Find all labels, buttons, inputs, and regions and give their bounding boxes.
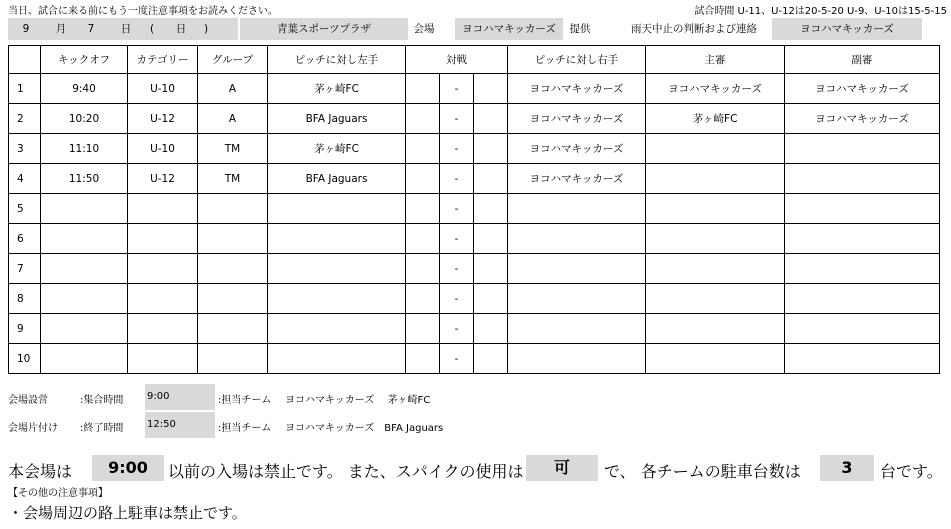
right-team <box>508 284 646 314</box>
vs-dash: - <box>440 224 474 254</box>
category: U-10 <box>128 134 198 164</box>
vs-dash: - <box>440 194 474 224</box>
table-header-row <box>9 46 940 74</box>
cleanup-time: 12:50 <box>145 412 215 438</box>
kickoff-time: 9:40 <box>41 74 128 104</box>
right-team <box>508 254 646 284</box>
score-left <box>406 164 440 194</box>
kickoff-time: 11:50 <box>41 164 128 194</box>
left-team <box>268 254 406 284</box>
group: A <box>198 74 268 104</box>
header-kickoff: キックオフ <box>41 46 128 74</box>
kickoff-time <box>41 314 128 344</box>
other-note-item: ・会場周辺の路上駐車は禁止です。 <box>8 504 247 522</box>
day-unit: 日 <box>120 23 132 35</box>
table-row <box>9 164 940 194</box>
group: TM <box>198 134 268 164</box>
venue-label: 会場 <box>413 23 435 35</box>
row-number: 9 <box>9 314 41 344</box>
table-row <box>9 224 940 254</box>
score-left <box>406 344 440 374</box>
entry-text-4: 台です。 <box>880 462 943 481</box>
row-number: 7 <box>9 254 41 284</box>
entry-time: 9:00 <box>92 455 164 481</box>
right-team: ヨコハマキッカーズ <box>508 164 646 194</box>
table-row <box>9 254 940 284</box>
header-left-team: ピッチに対し左手 <box>268 46 406 74</box>
score-right <box>474 194 508 224</box>
right-team: ヨコハマキッカーズ <box>508 104 646 134</box>
referee: ヨコハマキッカーズ <box>646 74 785 104</box>
header-match: 対戦 <box>406 46 508 74</box>
table-row <box>9 104 940 134</box>
right-team <box>508 344 646 374</box>
referee <box>646 314 785 344</box>
left-team: BFA Jaguars <box>268 104 406 134</box>
category: U-10 <box>128 74 198 104</box>
table-row <box>9 194 940 224</box>
table-row <box>9 344 940 374</box>
top-notice: 当日、試合に来る前にもう一度注意事項をお読みください。 <box>8 6 278 17</box>
referee <box>646 224 785 254</box>
row-number: 2 <box>9 104 41 134</box>
score-left <box>406 74 440 104</box>
header-group: グループ <box>198 46 268 74</box>
right-team <box>508 224 646 254</box>
kickoff-time <box>41 194 128 224</box>
entry-text-2: 以前の入場は禁止です。 また、スパイクの使用は <box>168 462 524 481</box>
setup-teams: ヨコハマキッカーズ 茅ヶ崎FC <box>285 395 431 406</box>
month-value: 9 <box>22 23 30 35</box>
group <box>198 224 268 254</box>
table-row <box>9 314 940 344</box>
category: U-12 <box>128 164 198 194</box>
kickoff-time <box>41 344 128 374</box>
right-team: ヨコハマキッカーズ <box>508 74 646 104</box>
group <box>198 254 268 284</box>
kickoff-time: 10:20 <box>41 104 128 134</box>
setup-team-label: :担当チーム <box>218 395 272 406</box>
provider-label: 提供 <box>569 23 591 35</box>
setup-label: 会場設営 <box>8 395 48 406</box>
row-number: 1 <box>9 74 41 104</box>
assistant-referee <box>785 194 940 224</box>
score-right <box>474 344 508 374</box>
entry-text-3: で、 各チームの駐車台数は <box>604 462 801 481</box>
category <box>128 254 198 284</box>
venue-name: 青葉スポーツプラザ <box>240 18 408 40</box>
left-team <box>268 224 406 254</box>
score-left <box>406 284 440 314</box>
referee <box>646 254 785 284</box>
vs-dash: - <box>440 254 474 284</box>
assistant-referee: ヨコハマキッカーズ <box>785 104 940 134</box>
right-team <box>508 314 646 344</box>
score-right <box>474 254 508 284</box>
kickoff-time <box>41 224 128 254</box>
referee <box>646 344 785 374</box>
rain-contact: ヨコハマキッカーズ <box>772 18 922 40</box>
assistant-referee <box>785 134 940 164</box>
row-number: 3 <box>9 134 41 164</box>
cleanup-team-label: :担当チーム <box>218 423 272 434</box>
header-assistant: 副審 <box>785 46 940 74</box>
table-row <box>9 74 940 104</box>
assistant-referee <box>785 284 940 314</box>
category <box>128 284 198 314</box>
category: U-12 <box>128 104 198 134</box>
weekday-value: 日 <box>175 23 187 35</box>
category <box>128 314 198 344</box>
table-row <box>9 284 940 314</box>
referee <box>646 194 785 224</box>
score-left <box>406 194 440 224</box>
assistant-referee <box>785 314 940 344</box>
category <box>128 224 198 254</box>
month-unit: 月 <box>55 23 67 35</box>
assistant-referee <box>785 164 940 194</box>
header-right-team: ピッチに対し右手 <box>508 46 646 74</box>
group <box>198 344 268 374</box>
assistant-referee <box>785 224 940 254</box>
paren-open: ( <box>149 23 155 35</box>
cleanup-label: 会場片付け <box>8 423 58 434</box>
group: A <box>198 104 268 134</box>
referee <box>646 284 785 314</box>
assistant-referee <box>785 344 940 374</box>
group <box>198 194 268 224</box>
score-left <box>406 314 440 344</box>
day-value: 7 <box>87 23 95 35</box>
right-team: ヨコハマキッカーズ <box>508 134 646 164</box>
setup-time: 9:00 <box>145 384 215 410</box>
row-number: 8 <box>9 284 41 314</box>
score-right <box>474 74 508 104</box>
score-left <box>406 224 440 254</box>
vs-dash: - <box>440 134 474 164</box>
group <box>198 314 268 344</box>
category <box>128 194 198 224</box>
score-right <box>474 164 508 194</box>
vs-dash: - <box>440 104 474 134</box>
left-team <box>268 284 406 314</box>
vs-dash: - <box>440 74 474 104</box>
score-right <box>474 134 508 164</box>
left-team: 茅ヶ崎FC <box>268 134 406 164</box>
kickoff-time: 11:10 <box>41 134 128 164</box>
entry-text-1: 本会場は <box>8 462 73 481</box>
right-team <box>508 194 646 224</box>
spike-allowed: 可 <box>526 455 598 481</box>
group: TM <box>198 164 268 194</box>
table-row <box>9 134 940 164</box>
kickoff-time <box>41 284 128 314</box>
left-team <box>268 344 406 374</box>
rain-label: 雨天中止の判断および連絡 <box>631 23 757 35</box>
referee: 茅ヶ崎FC <box>646 104 785 134</box>
vs-dash: - <box>440 284 474 314</box>
header-category: カテゴリー <box>128 46 198 74</box>
paren-close: ) <box>203 23 209 35</box>
score-right <box>474 314 508 344</box>
row-number: 10 <box>9 344 41 374</box>
score-left <box>406 254 440 284</box>
cleanup-teams: ヨコハマキッカーズ BFA Jaguars <box>285 423 444 434</box>
row-number: 5 <box>9 194 41 224</box>
header-number <box>9 46 41 74</box>
left-team: 茅ヶ崎FC <box>268 74 406 104</box>
referee <box>646 134 785 164</box>
setup-time-label: :集合時間 <box>80 395 124 406</box>
vs-dash: - <box>440 164 474 194</box>
score-left <box>406 104 440 134</box>
group <box>198 284 268 314</box>
left-team <box>268 194 406 224</box>
referee <box>646 164 785 194</box>
vs-dash: - <box>440 314 474 344</box>
match-time-note: 試合時間 U-11、U-12は20-5-20 U-9、U-10は15-5-15 <box>694 6 947 17</box>
score-right <box>474 284 508 314</box>
kickoff-time <box>41 254 128 284</box>
assistant-referee <box>785 254 940 284</box>
vs-dash: - <box>440 344 474 374</box>
schedule-table <box>8 45 940 374</box>
assistant-referee: ヨコハマキッカーズ <box>785 74 940 104</box>
parking-count: 3 <box>820 455 874 481</box>
header-referee: 主審 <box>646 46 785 74</box>
left-team: BFA Jaguars <box>268 164 406 194</box>
row-number: 4 <box>9 164 41 194</box>
left-team <box>268 314 406 344</box>
score-right <box>474 104 508 134</box>
score-left <box>406 134 440 164</box>
category <box>128 344 198 374</box>
provider-name: ヨコハマキッカーズ <box>455 18 563 40</box>
score-right <box>474 224 508 254</box>
row-number: 6 <box>9 224 41 254</box>
other-notes-title: 【その他の注意事項】 <box>8 488 108 499</box>
cleanup-time-label: :終了時間 <box>80 423 124 434</box>
